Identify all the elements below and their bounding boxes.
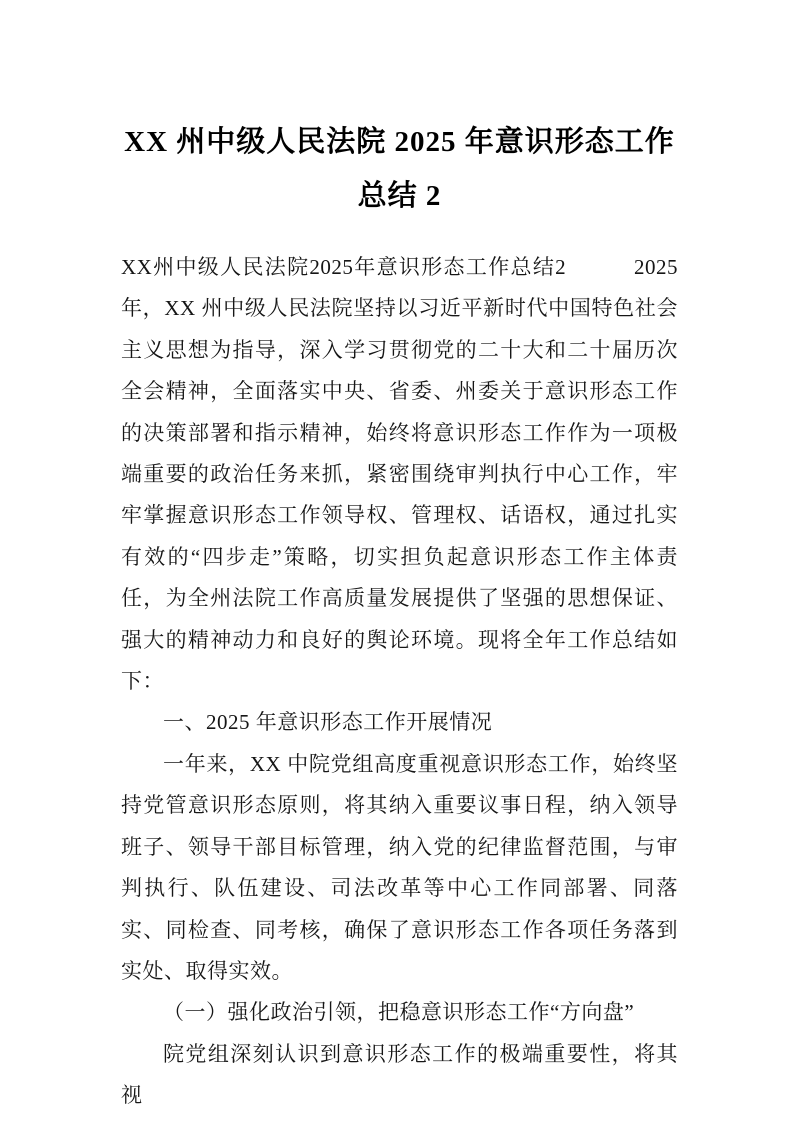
subsection-heading-1-1: （一）强化政治引领，把稳意识形态工作“方向盘”: [163, 1000, 635, 1025]
document-content: [0, 115, 793, 1117]
paragraph-intro: XX州中级人民法院2025年意识形态工作总结2 2025年，XX 州中级人民法院坚持以习近平新时代中国特色社会主义思想为指导，深入学习贯彻党的二十大和二十届历次全会精神，全面落实中央、省委、州委关于意识形态工作的决策部署和指示精神，始终将意识形态工作作为一项极端重要的政治任务来抓，紧密围绕审判执行中心工作，牢牢掌握意识形态工作领导权、管理权、话语权，通过扎实有效的“四步走”策略，切实担负起意识形态工作主体责任，为全州法院工作高质量发展提供了坚强的思想保证、强大的精神动力和良好的舆论环境。现将全年工作总结如下：: [121, 255, 678, 694]
paragraph-subsection-1-1-partial: 院党组深刻认识到意识形态工作的极端重要性，将其视: [121, 1041, 678, 1108]
section-heading-1: 一、2025 年意识形态工作开展情况: [163, 710, 493, 735]
paragraph-section-1-overview: 一年来，XX 中院党组高度重视意识形态工作，始终坚持党管意识形态原则，将其纳入重要议事日程，纳入领导班子、领导干部目标管理，纳入党的纪律监督范围，与审判执行、队伍建设、司法改革等中心工作同部署、同落实、同检查、同考核，确保了意识形态工作各项任务落到实处、取得实效。: [121, 751, 678, 983]
document-title: XX 州中级人民法院 2025 年意识形态工作总结 2: [124, 126, 675, 212]
